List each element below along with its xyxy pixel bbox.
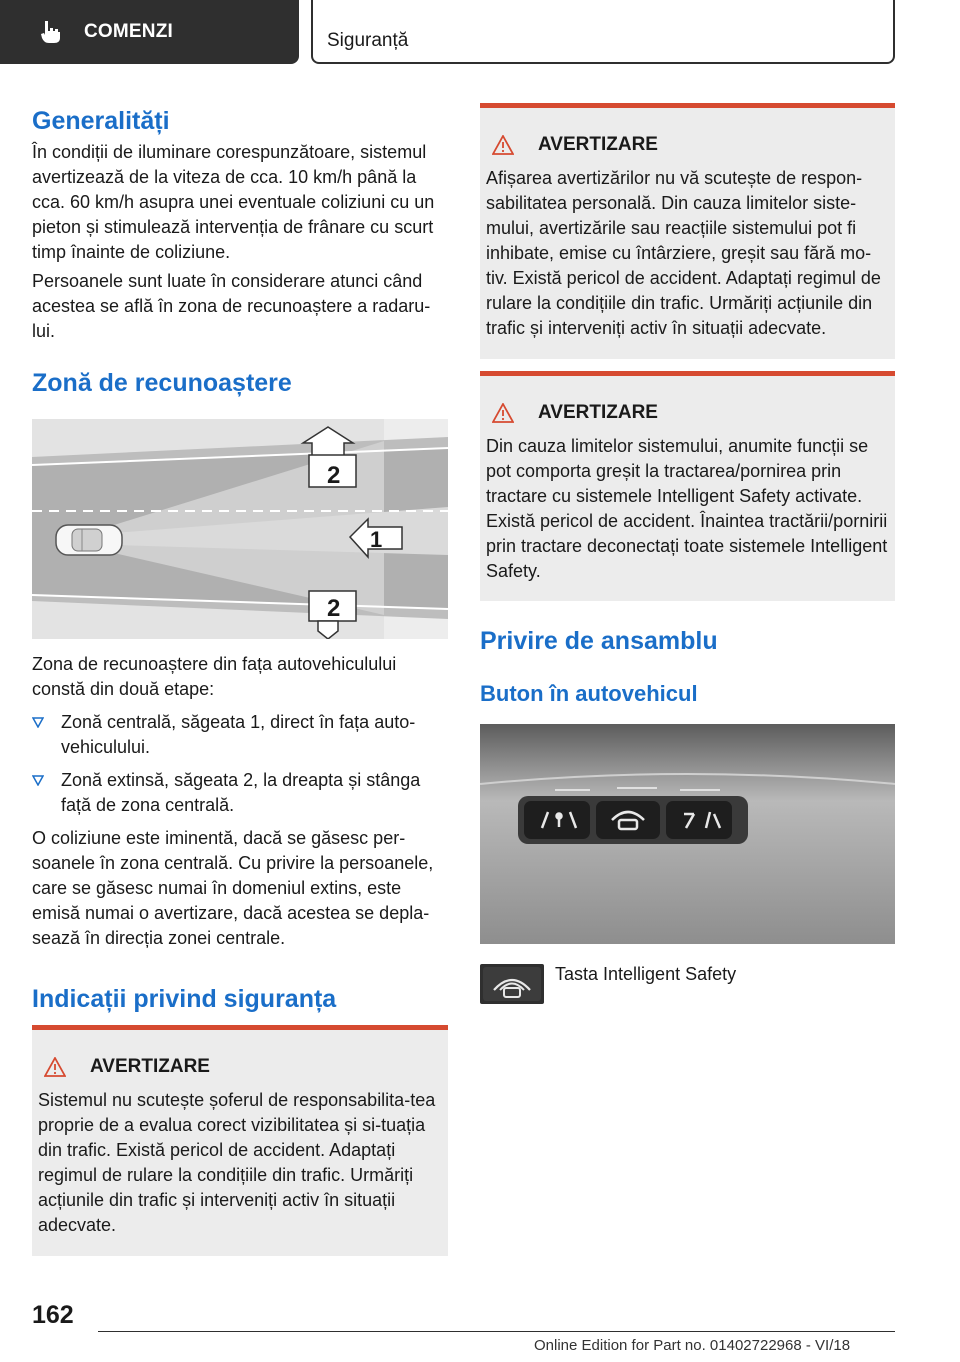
overview-section bbox=[480, 626, 895, 708]
warning-triangle-icon bbox=[492, 135, 514, 155]
warning-text: Afișarea avertizărilor nu vă scutește de respon-sabilitatea personală. Din cauza limitelor siste-mului, avertizările sau reacțiile sistemului pot fi inhibate, emise cu întârziere, greșit sau fără mo-tiv. Există pericol de accident. Adaptați regimul de rulare la condițiile din trafic. Urmăriți acțiunile din trafic și interveniți activ în situații adecvate. bbox=[486, 168, 881, 338]
heading-general: Generalități bbox=[32, 107, 170, 135]
detection-zone-diagram bbox=[32, 419, 448, 639]
warning-text: Din cauza limitelor sistemului, anumite funcții se pot comporta greșit la tractarea/pornirea prin tractare cu sistemele Intelligent Safety activate. Există pericol de accident. Înaintea tractării/pornirii prin tractare deconectați toate sistemele Intelligent Safety. bbox=[486, 436, 888, 581]
section-label: Siguranță bbox=[327, 30, 409, 51]
heading-overview: Privire de ansamblu bbox=[480, 627, 718, 655]
general-section bbox=[32, 106, 450, 398]
car-icon bbox=[56, 525, 122, 555]
warning-box-left bbox=[32, 1025, 448, 1256]
warning-triangle-icon bbox=[492, 403, 514, 423]
paragraph-general-1: În condiții de iluminare corespunzătoare, sistemul avertizează de la viteza de cca. 10 km/h până la cca. 60 km/h asupra unei eventuale coliziuni cu un pieton și stimulează intervenția de frânare cu scurt timp înainte de coliziune. bbox=[32, 142, 435, 262]
arrow-label-2-bottom: 2 bbox=[327, 595, 341, 622]
paragraph-zone-intro: Zona de recunoaștere din fața autovehiculului constă din două etape: bbox=[32, 654, 397, 699]
warning-box-right-2 bbox=[480, 371, 895, 601]
chapter-tab[interactable] bbox=[0, 0, 299, 64]
footer-divider bbox=[98, 1331, 895, 1332]
arrow-label-1: 1 bbox=[370, 527, 383, 552]
section-header bbox=[311, 0, 895, 64]
triangle-bullet-icon bbox=[32, 717, 44, 728]
paragraph-zone-end: O coliziune este iminentă, dacă se găsesc per-soanele în zona centrală. Cu privire la persoanele, care se găsesc numai în domeniul extins, este emisă numai o avertizare, dacă acestea se depla-sează în direcția zonei centrale. bbox=[32, 828, 434, 948]
pointing-hand-icon bbox=[38, 19, 64, 45]
warning-title: AVERTIZARE bbox=[538, 402, 658, 423]
page-number: 162 bbox=[32, 1301, 74, 1329]
warning-title: AVERTIZARE bbox=[538, 134, 658, 155]
intelligent-safety-button-icon bbox=[480, 964, 544, 1004]
zone-description bbox=[32, 652, 450, 1014]
button-panel-image bbox=[480, 724, 895, 944]
warning-triangle-icon bbox=[44, 1057, 66, 1077]
edition-label: Online Edition for Part no. 01402722968 - VI/18 bbox=[534, 1337, 851, 1354]
heading-safety: Indicații privind siguranța bbox=[32, 985, 337, 1013]
zone-bullet-list bbox=[32, 710, 450, 818]
warning-title: AVERTIZARE bbox=[90, 1056, 210, 1077]
bullet-item bbox=[32, 768, 450, 818]
warning-text: Sistemul nu scutește șoferul de responsabilita-tea proprie de a evalua corect vizibilitatea și si-tuația din trafic. Există pericol de accident. Adaptați regimul de rulare la condițiile din trafic. Urmăriți acțiunile din trafic și interveniți activ în situații adecvate. bbox=[38, 1090, 436, 1235]
chapter-label: COMENZI bbox=[84, 21, 174, 42]
detection-zone-figure bbox=[32, 419, 448, 639]
paragraph-general-2: Persoanele sunt luate în considerare atunci când acestea se află în zona de recunoaștere a radaru-lui. bbox=[32, 271, 431, 341]
warning-box-right-1 bbox=[480, 103, 895, 359]
bullet-text: Zonă centrală, săgeata 1, direct în fața auto-vehiculului. bbox=[61, 712, 416, 757]
button-panel-photo bbox=[480, 724, 895, 944]
button-caption: Tasta Intelligent Safety bbox=[555, 964, 737, 984]
heading-button: Buton în autovehicul bbox=[480, 681, 698, 706]
bullet-item bbox=[32, 710, 450, 760]
bullet-text: Zonă extinsă, săgeata 2, la dreapta și stânga față de zona centrală. bbox=[61, 770, 421, 815]
heading-recognition-zone: Zonă de recunoaștere bbox=[32, 369, 292, 397]
arrow-label-2-top: 2 bbox=[327, 462, 341, 489]
triangle-bullet-icon bbox=[32, 775, 44, 786]
